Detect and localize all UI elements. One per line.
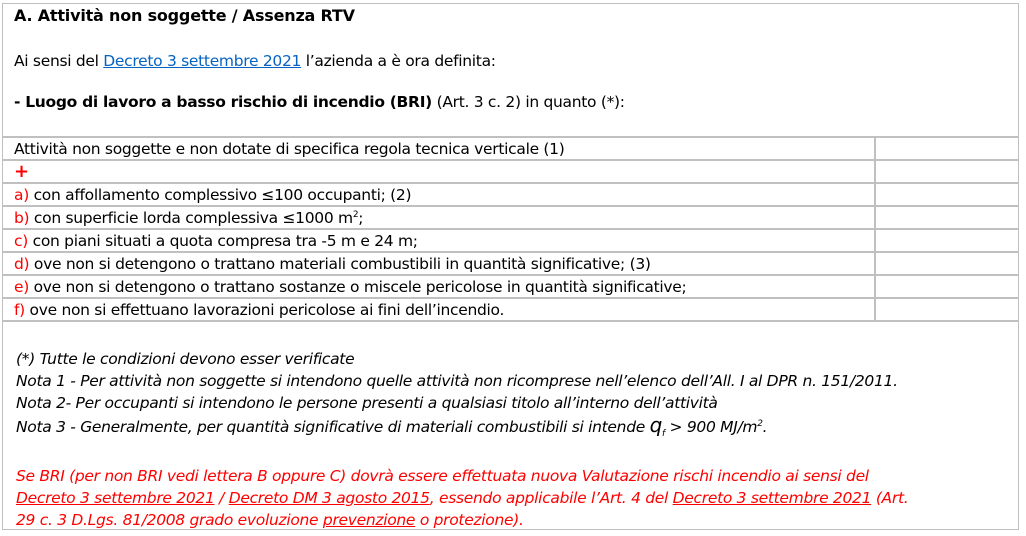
criterion-letter: b) — [14, 208, 30, 227]
intro-prefix: Ai sensi del — [14, 52, 104, 70]
criterion-letter: a) — [14, 185, 29, 204]
table-row — [3, 183, 1019, 206]
criterion-letter: c) — [14, 231, 28, 250]
intro-suffix: l’azienda a è ora definita: — [301, 52, 496, 70]
criterion-check-cell[interactable] — [875, 183, 1019, 206]
criterion-text: b) con superficie lorda complessiva ≤1000 $m^2$; — [3, 206, 875, 229]
decreto-2021-link-art4[interactable]: Decreto 3 settembre 2021 — [672, 489, 872, 507]
classification-bold: - Luogo di lavoro a basso rischio di incendio (BRI) — [14, 93, 432, 111]
criterion-text: f) ove non si effettuano lavorazioni pericolose ai fini dell’incendio. — [3, 298, 875, 321]
table-row — [3, 206, 1019, 229]
decreto-2021-link[interactable]: Decreto 3 settembre 2021 — [103, 52, 302, 70]
table-row — [3, 160, 1019, 183]
criterion-check-cell[interactable] — [875, 137, 1019, 160]
warning-line-1: Se BRI (per non BRI vedi lettera B oppure C) dovrà essere effettuata nuova Valutazione rischi incendio ai sensi del — [16, 467, 869, 485]
criterion-check-cell[interactable] — [875, 298, 1019, 321]
section-title: A. Attività non soggette / Assenza RTV — [14, 6, 355, 25]
warning-line-3: 29 c. 3 D.Lgs. 81/2008 grado evoluzione prevenzione o protezione). — [16, 511, 524, 529]
notes-block — [16, 348, 898, 438]
table-row — [3, 137, 1019, 160]
note-1: Nota 1 - Per attività non soggette si intendono quelle attività non ricomprese nell’elenco dell’All. I al DPR n. 151/2011. — [16, 372, 898, 390]
note-3: Nota 3 - Generalmente, per quantità significative di materiali combustibili si intende $q_f > 900$ $MJ/m^2$. — [16, 413, 768, 440]
criterion-check-cell[interactable] — [875, 206, 1019, 229]
table-row — [3, 229, 1019, 252]
criterion-check-cell[interactable] — [875, 275, 1019, 298]
criterion-letter: d) — [14, 254, 30, 273]
criterion-text: Attività non soggette e non dotate di specifica regola tecnica verticale (1) — [3, 137, 875, 160]
prevenzione-link[interactable]: prevenzione — [322, 511, 416, 529]
criterion-text: a) con affollamento complessivo ≤100 occupanti; (2) — [3, 183, 875, 206]
criterion-check-cell[interactable] — [875, 252, 1019, 275]
criterion-text — [3, 160, 875, 183]
criterion-check-cell[interactable] — [875, 160, 1019, 183]
criterion-letter: f) — [14, 300, 25, 319]
criterion-text: c) con piani situati a quota compresa tra -5 m e 24 m; — [3, 229, 875, 252]
classification-line — [14, 93, 625, 111]
table-row — [3, 252, 1019, 275]
plus-icon: + — [14, 160, 29, 182]
note-star: (*) Tutte le condizioni devono esser verificate — [16, 350, 355, 368]
criterion-check-cell[interactable] — [875, 229, 1019, 252]
note-2: Nota 2- Per occupanti si intendono le persone presenti a qualsiasi titolo all’interno dell’attività — [16, 394, 718, 412]
intro-paragraph — [14, 52, 496, 70]
decreto-2021-link-warning[interactable]: Decreto 3 settembre 2021 — [16, 489, 215, 507]
table-row — [3, 298, 1019, 321]
qf-symbol: q — [649, 413, 662, 437]
criterion-text: e) ove non si detengono o trattano sostanze o miscele pericolose in quantità significative; — [3, 275, 875, 298]
warning-line-2: Decreto 3 settembre 2021 / Decreto DM 3 agosto 2015, essendo applicabile l’Art. 4 del Decreto 3 settembre 2021 (Art. — [16, 489, 909, 507]
classification-rest: (Art. 3 c. 2) in quanto (*): — [431, 93, 625, 111]
table-row — [3, 275, 1019, 298]
criterion-text: d) ove non si detengono o trattano materiali combustibili in quantità significative; (3) — [3, 252, 875, 275]
decreto-dm-2015-link[interactable]: Decreto DM 3 agosto 2015 — [228, 489, 430, 507]
criterion-letter: e) — [14, 277, 29, 296]
criteria-table — [3, 136, 1019, 322]
warning-block — [16, 465, 908, 531]
